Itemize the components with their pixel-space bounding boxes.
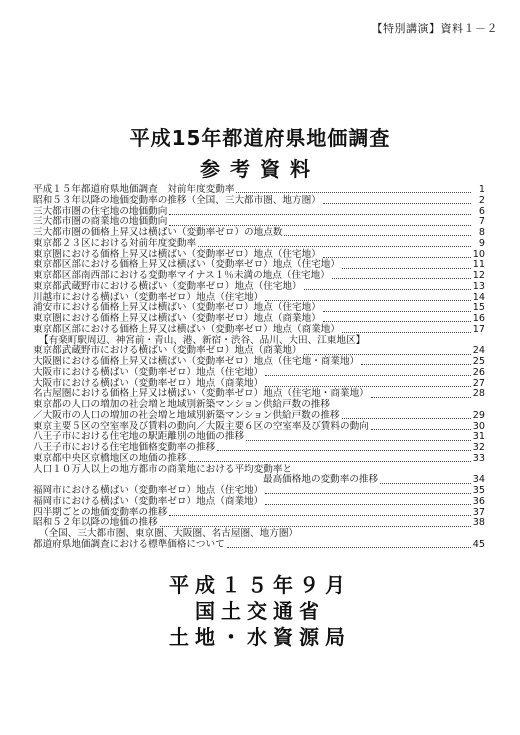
- toc-page: 35: [472, 485, 485, 496]
- toc-row: [33, 368, 485, 379]
- toc-leader: [284, 234, 471, 236]
- toc-leader: [265, 503, 471, 505]
- document-subtitle: 参考資料: [200, 157, 320, 181]
- toc-label: 昭和５２年以降の地価の推移: [33, 517, 158, 529]
- toc-label: 最高価格地の変動率の推移: [263, 474, 379, 486]
- toc-page: 2: [478, 194, 485, 206]
- toc-label: 三大都市圏の商業地の地価動向: [33, 216, 168, 228]
- toc-label: 大阪圏における価格上昇又は横ばい（変動率ゼロ）地点（住宅地・商業地）: [33, 356, 360, 367]
- toc-label: 三大都市圏の価格上昇又は横ばい（変動率ゼロ）の地点数: [33, 227, 283, 238]
- toc-label: 東京都の人口の増加の社会増と地域別新築マンション供給戸数の推移: [33, 399, 330, 410]
- toc-leader: [342, 331, 471, 333]
- toc-label: 東京圏における価格上昇又は横ばい（変動率ゼロ）地点（住宅地）: [33, 248, 321, 260]
- toc-label: 東京都区部における価格上昇又は横ばい（変動率ゼロ）地点（住宅地）: [33, 259, 340, 271]
- toc-leader: [198, 245, 471, 247]
- toc-label: 浦安市における価格上昇又は横ばい（変動率ゼロ）地点（住宅地）: [33, 302, 321, 314]
- toc-leader: [323, 256, 471, 258]
- toc-page: 27: [472, 377, 485, 389]
- toc-leader: [169, 514, 470, 516]
- toc-row: [33, 196, 485, 207]
- toc-page: 38: [472, 517, 485, 529]
- toc-page: 10: [472, 248, 485, 260]
- table-of-contents: [33, 185, 485, 551]
- toc-leader: [371, 428, 471, 430]
- toc-label: 福岡市における横ばい（変動率ゼロ）地点（住宅地）: [33, 485, 264, 496]
- toc-label: 八王子市における住宅地価格変動率の推移: [33, 442, 216, 453]
- toc-label: 平成１５年都道府県地価調査 対前年度変動率: [33, 184, 235, 195]
- issuer-block: [0, 572, 520, 650]
- ministry-name: 国土交通省: [195, 599, 325, 623]
- title-block: [0, 122, 520, 182]
- toc-row: [33, 239, 485, 250]
- toc-label: 人口１０万人以上の地方都市の商業地における平均変動率と: [33, 463, 293, 475]
- toc-leader: [323, 310, 471, 312]
- toc-label: 東京都武蔵野市における横ばい（変動率ゼロ）地点（住宅地）: [33, 280, 302, 292]
- toc-label: 四半期ごとの地価変動率の推移: [33, 506, 168, 518]
- toc-page: 31: [472, 431, 485, 443]
- toc-page: 9: [478, 237, 485, 249]
- toc-label: 東京都武蔵野市における横ばい（変動率ゼロ）地点（商業地）: [33, 345, 302, 357]
- toc-label: 東京圏における価格上昇又は横ばい（変動率ゼロ）地点（商業地）: [33, 313, 321, 324]
- toc-label: 東京主要５区の空室率及び賃料の動向／大阪主要６区の空室率及び賃料の動向: [33, 420, 369, 432]
- toc-page: 11: [472, 259, 485, 271]
- document-tag: 【特別講演】資料１－２: [371, 22, 498, 35]
- toc-leader: [217, 449, 471, 451]
- toc-leader: [246, 439, 471, 441]
- document-title: 平成15年都道府県地価調査: [129, 126, 391, 150]
- toc-row: [33, 411, 485, 422]
- toc-label: ／大阪市の人口の増加の社会増と地域別新築マンション供給戸数の推移: [33, 409, 340, 421]
- toc-page: 28: [472, 388, 485, 400]
- toc-page: 32: [472, 442, 485, 453]
- toc-row: [33, 540, 485, 551]
- toc-page: 15: [472, 302, 485, 314]
- toc-page: 6: [478, 205, 485, 217]
- toc-label: 名古屋圏における価格上昇又は横ばい（変動率ゼロ）地点（住宅地・商業地）: [33, 388, 369, 400]
- toc-leader: [169, 213, 471, 215]
- toc-leader: [371, 396, 471, 398]
- toc-leader: [323, 320, 471, 322]
- toc-label: 【有楽町駅周辺、神宮前・青山、港、新宿・渋谷、品川、大田、江東地区】: [39, 334, 366, 346]
- toc-page: 33: [472, 452, 485, 464]
- toc-row: [33, 282, 485, 293]
- toc-label: 都道府県地価調査における標準価格について: [33, 538, 225, 550]
- toc-label: 東京都区部における価格上昇又は横ばい（変動率ゼロ）地点（商業地）: [33, 323, 340, 335]
- toc-label: 大阪市における横ばい（変動率ゼロ）地点（住宅地）: [33, 366, 264, 378]
- issue-date: 平成１５年９月: [169, 573, 351, 597]
- toc-leader: [227, 546, 471, 548]
- toc-leader: [342, 267, 471, 269]
- toc-leader: [332, 277, 471, 279]
- toc-label: 三大都市圏の住宅地の地価動向: [33, 205, 168, 217]
- toc-page: 16: [472, 313, 485, 324]
- toc-leader: [323, 202, 471, 204]
- toc-leader: [189, 460, 471, 462]
- toc-page: 34: [472, 474, 485, 486]
- toc-page: 30: [472, 420, 485, 432]
- bureau-name: 土地・水資源局: [169, 625, 351, 649]
- toc-page: 24: [472, 345, 485, 357]
- toc-row: [33, 497, 485, 508]
- toc-page: 14: [472, 291, 485, 303]
- toc-leader: [342, 417, 471, 419]
- toc-page: 37: [472, 506, 485, 518]
- toc-page: 7: [478, 216, 485, 228]
- toc-label: 東京都２３区における対前年度変動率: [33, 237, 197, 249]
- toc-page: 26: [472, 366, 485, 378]
- toc-label: 東京都区部南西部における変動率マイナス１％未満の地点（住宅地）: [33, 270, 330, 281]
- toc-page: 45: [472, 538, 485, 550]
- toc-leader: [380, 482, 471, 484]
- toc-page: 8: [478, 227, 485, 238]
- toc-leader: [265, 492, 471, 494]
- toc-leader: [265, 299, 471, 301]
- toc-leader: [236, 191, 471, 193]
- toc-page: 1: [478, 184, 485, 195]
- toc-leader: [160, 525, 471, 527]
- toc-leader: [304, 353, 471, 355]
- toc-label: 東京都中央区京橋地区の地価の推移: [33, 452, 187, 464]
- toc-label: 昭和５３年以降の地価変動率の推移（全国、三大都市圏、地方圏）: [33, 194, 321, 206]
- toc-leader: [265, 374, 471, 376]
- toc-label: （全国、三大都市圏、東京圏、大阪圏、名古屋圏、地方圏）: [39, 528, 299, 539]
- toc-label: 大阪市における横ばい（変動率ゼロ）地点（商業地）: [33, 377, 264, 389]
- toc-label: 川越市における横ばい（変動率ゼロ）地点（住宅地）: [33, 291, 264, 303]
- toc-label: 八王子市における住宅地の駅距離別の地価の推移: [33, 431, 245, 443]
- toc-leader: [265, 385, 471, 387]
- toc-leader: [169, 224, 471, 226]
- toc-page: 29: [472, 409, 485, 421]
- toc-page: 12: [472, 270, 485, 281]
- toc-page: 17: [472, 323, 485, 335]
- toc-label: 福岡市における横ばい（変動率ゼロ）地点（商業地）: [33, 495, 264, 507]
- toc-leader: [361, 363, 471, 365]
- toc-leader: [304, 288, 471, 290]
- toc-page: 25: [472, 356, 485, 367]
- toc-page: 13: [472, 280, 485, 292]
- toc-page: 36: [472, 495, 485, 507]
- toc-row-continued: [33, 465, 485, 476]
